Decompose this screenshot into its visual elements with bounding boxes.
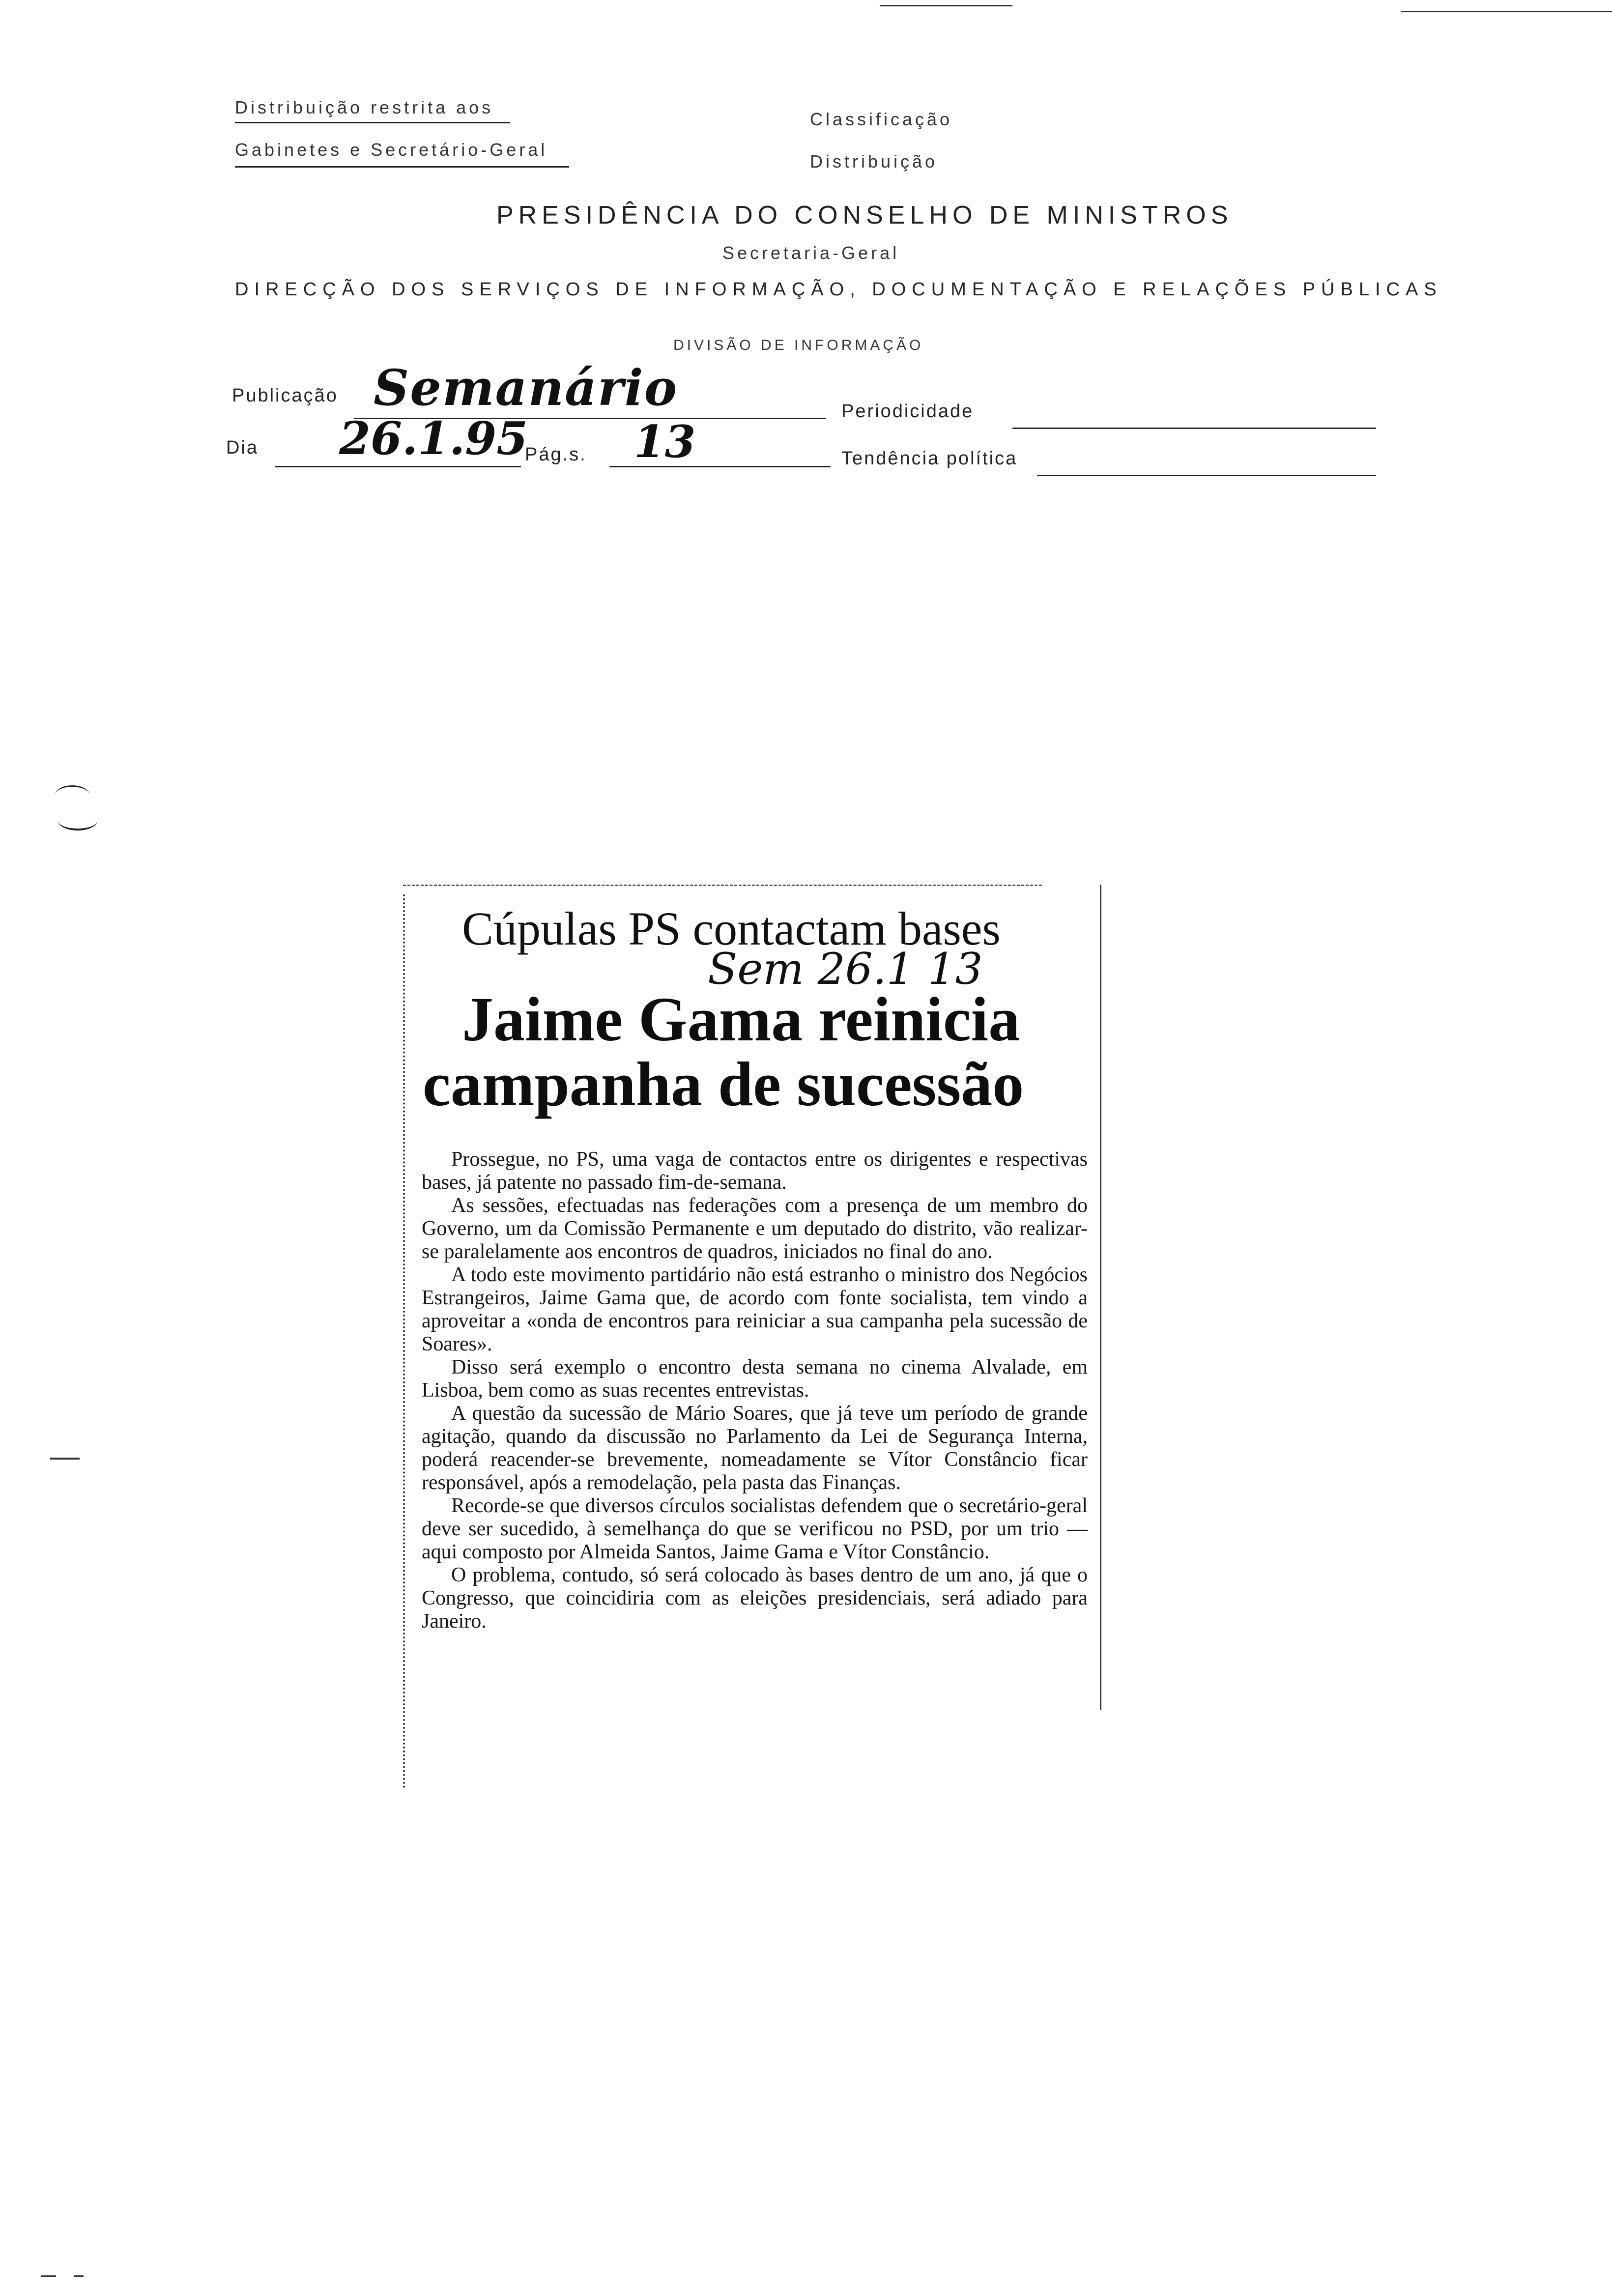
day-value: 26.1.95 [339, 412, 528, 465]
day-label: Dia [226, 437, 259, 458]
clipping-left-edge [403, 894, 405, 1789]
distribution-underline-2 [235, 166, 569, 168]
publication-value: Semanário [374, 359, 678, 417]
classification-label: Classificação [810, 109, 953, 129]
presidency-title: PRESIDÊNCIA DO CONSELHO DE MINISTROS [496, 201, 1233, 230]
distribution-label: Distribuição [810, 151, 938, 172]
paragraph-6: Recorde-se que diversos círculos socialistas defendem que o secretário-geral deve ser sucedido, à semelhança do que se verificou no PSD, por um trio — aqui composto por Almeida Santos, Jaime Gama e Vítor Constâncio. [422, 1494, 1088, 1563]
tendency-underline [1037, 475, 1376, 476]
paragraph-4: Disso será exemplo o encontro desta semana no cinema Alvalade, em Lisboa, bem como as suas recentes entrevistas. [422, 1356, 1088, 1402]
clipping-body [422, 1148, 1088, 1633]
clipping-headline-line-1: Jaime Gama reinicia [462, 984, 1020, 1054]
distribution-underline-1 [235, 122, 510, 123]
bottom-left-mark-1 [41, 2275, 56, 2277]
periodicity-label: Periodicidade [841, 401, 974, 422]
secretariat-subtitle: Secretaria-Geral [722, 243, 900, 263]
margin-dash [50, 1458, 80, 1460]
punch-mark-top [55, 785, 89, 804]
publication-label: Publicação [232, 385, 338, 406]
tendency-label: Tendência política [841, 448, 1018, 469]
pages-label: Pág.s. [525, 444, 587, 465]
periodicity-underline [1012, 428, 1376, 429]
paragraph-1: Prossegue, no PS, uma vaga de contactos entre os dirigentes e respectivas bases, já patente no passado fim-de-semana. [422, 1148, 1088, 1194]
punch-mark-curve [58, 811, 97, 831]
top-edge-mark-1 [880, 5, 1012, 6]
paragraph-5: A questão da sucessão de Mário Soares, que já teve um período de grande agitação, quando da discussão no Parlamento da Lei de Segurança Interna, poderá reacender-se brevemente, nomeadamente se Vítor Constâncio ficar responsável, após a remodelação, pela pasta das Finanças. [422, 1402, 1088, 1494]
directorate-title: DIRECÇÃO DOS SERVIÇOS DE INFORMAÇÃO, DOCUMENTAÇÃO E RELAÇÕES PÚBLICAS [235, 279, 1442, 300]
distribution-line-2: Gabinetes e Secretário-Geral [235, 140, 548, 160]
day-underline [275, 466, 521, 467]
clipping-right-edge [1100, 885, 1101, 1710]
paragraph-3: A todo este movimento partidário não está estranho o ministro dos Negócios Estrangeiros, Jaime Gama que, de acordo com fonte socialista, tem vindo a aproveitar a «onda de encontros para reiniciar a sua campanha pela sucessão de Soares». [422, 1263, 1088, 1355]
paragraph-7: O problema, contudo, só será colocado às bases dentro de um ano, já que o Congresso, que coincidiria com as eleições presidenciais, será adiado para Janeiro. [422, 1564, 1088, 1633]
bottom-left-mark-2 [74, 2275, 84, 2277]
clipping-top-edge [403, 885, 1042, 886]
division-title: DIVISÃO DE INFORMAÇÃO [673, 337, 924, 353]
top-edge-mark-2 [1401, 11, 1612, 12]
pages-value: 13 [634, 416, 696, 468]
clipping-headline-line-2: campanha de sucessão [423, 1049, 1024, 1119]
paragraph-2: As sessões, efectuadas nas federações com a presença de um membro do Governo, um da Comissão Permanente e um deputado do distrito, vão realizar-se paralelamente aos encontros de quadros, iniciados no final do ano. [422, 1194, 1088, 1263]
distribution-line-1: Distribuição restrita aos [235, 97, 494, 117]
handwritten-annotation: Sem 26.1 13 [708, 944, 983, 994]
clipping-subheadline: Cúpulas PS contactam bases [462, 902, 1001, 955]
newspaper-clipping [403, 885, 1106, 1794]
